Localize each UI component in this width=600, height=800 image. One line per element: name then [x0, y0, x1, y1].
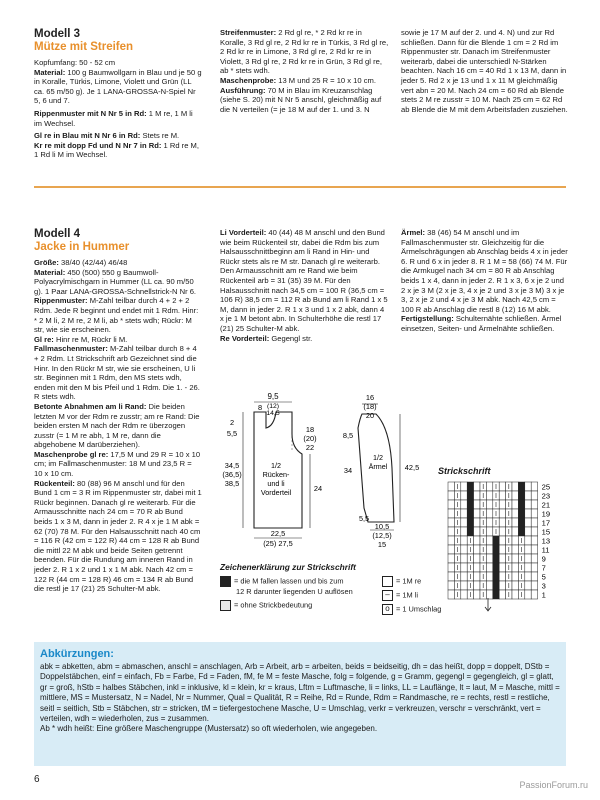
chart-cell [486, 554, 492, 563]
chart-cell [499, 554, 505, 563]
chart-cell [512, 509, 518, 518]
chart-cell [461, 563, 467, 572]
arm-22: 22 [305, 443, 315, 452]
chart-cell [486, 509, 492, 518]
len-1: 34,5 [224, 461, 240, 470]
sl-b2: (12,5) [372, 531, 392, 540]
sl-b3: 15 [377, 540, 387, 549]
chart-cell [499, 590, 505, 599]
chart-cell [525, 581, 531, 590]
chart-cell [448, 500, 454, 509]
chart-cell [486, 563, 492, 572]
chart-cell [486, 500, 492, 509]
model3-maschenprobe-label: Maschenprobe: [220, 75, 277, 85]
chart-cell [486, 482, 492, 491]
len-2: (36,5) [222, 470, 242, 479]
model4-fert-label: Fertigstellung: [401, 314, 454, 324]
chart-cell [518, 500, 524, 509]
section-divider [34, 186, 566, 188]
chart-cell [525, 527, 531, 536]
legend-item2: = ohne Strickbedeutung [234, 600, 313, 610]
sl-top-2: (18) [363, 402, 377, 411]
chart-row-label: 9 [541, 554, 546, 564]
model4-subtitle: Jacke in Hummer [34, 241, 130, 253]
chart-cell [531, 590, 537, 599]
bottom-1: 22,5 [270, 529, 286, 538]
model4-title: Modell 4 [34, 228, 81, 240]
chart-cell [448, 491, 454, 500]
model4-mprobe-text: 17,5 M und 29 R = 10 x 10 cm; im Fallmaschenmuster: 18 M und 23,5 R = 10 x 10 cm. [34, 449, 201, 479]
model3-ausfuehrung-text: 70 M in Blau im Kreuzanschlag (siehe S. 20) mit N Nr 5 anschl, gleichmäßig auf die N verteilen (= je 18 M auf der 1. und 3. N sowie je 17 M auf der 2. und 4. N) und zur Rd schließen. Dann für die Blende 1 cm = 2 Rd im Rippenmuster str. Danach im Streifenmuster weiterarb, dabei die unterschiedl N-Stärken beachten. Nach 16 cm = 40 Rd 1 x 13 M, dann in jeder 5. Rd 2 x je 13 und 1 x 11 M gleichmäßig vert abn = 20 M. Nach 24 cm = 60 Rd ab Blende stets 2 M re zusstr = 10 M. Nach 25 cm = 62 Rd ab Blende die M mit dem Arbeitsfaden zusziehen. [220, 28, 568, 114]
model4-fallm-text: M-Zahl teilbar durch 8 + 4 + 2 Rdm. Lt Strickschrift arb Gezeichnet sind die Hinr. In den Rückr M str, wie sie erscheinen, U li str. Beginnen mit 1 Rdm, den MS stets wdh, enden mit den M bis Pfeil und 1 Rdm. Die 1. - 26. R stets wdh. [34, 344, 200, 402]
model4-glre-label: Gl re: [34, 334, 54, 344]
knit-symbol [382, 576, 393, 587]
chart-cell [499, 500, 505, 509]
chart-cell [512, 527, 518, 536]
chart-cell [448, 590, 454, 599]
chart-row-label: 11 [541, 545, 550, 555]
chart-cell [531, 482, 537, 491]
chart-cell [518, 527, 524, 536]
chart-cell [486, 581, 492, 590]
chart-cell [499, 572, 505, 581]
top-stack-2: 14,5 [266, 410, 280, 417]
chart-cell [474, 545, 480, 554]
chart-cell [486, 590, 492, 599]
chart-row-label: 23 [541, 491, 551, 501]
page-number: 6 [34, 774, 40, 785]
chart-cell [499, 491, 505, 500]
len-3: 38,5 [224, 479, 240, 488]
chart-cell [461, 545, 467, 554]
chart-row-label: 3 [541, 581, 546, 591]
model3-streifen-text: 2 Rd gl re, * 2 Rd kr re in Koralle, 3 Rd gl re, 2 Rd kr re in Türkis, 3 Rd gl re, 2 Rd kr re in Limone, 3 Rd gl re, 2 Rd kr re in Violett, 3 Rd gl re, 2 Rd kr re in Grün, 3 Rd gl re, ab * stets wdh. [220, 28, 389, 76]
model4-material-label: Material: [34, 267, 66, 277]
chart-cell [461, 491, 467, 500]
top-measure: 9,5 [267, 392, 279, 401]
neck-55: 5,5 [226, 429, 238, 438]
chart-cell [512, 545, 518, 554]
body-label-1: 1/2 [271, 461, 281, 470]
chart-cell [531, 554, 537, 563]
model3-col1 [34, 28, 202, 160]
chart-cell [461, 500, 467, 509]
chart-row-label: 25 [541, 482, 551, 492]
model3-ripp-text: 1 M re, 1 M li im Wechsel. [34, 108, 193, 128]
chart-cell [518, 491, 524, 500]
arm-18: 18 [305, 425, 315, 434]
chart-cell [512, 536, 518, 545]
chart-cell [486, 545, 492, 554]
schematic-diagram [210, 388, 435, 556]
chart-cell [525, 500, 531, 509]
arm-20: (20) [303, 434, 317, 443]
chart-cell [467, 482, 473, 491]
chart-cell [493, 554, 499, 563]
model3-gl-text: Stets re M. [140, 131, 180, 141]
chart-cell [512, 482, 518, 491]
model4-vorder-text: 40 (44) 48 M anschl und den Bund wie beim Rückenteil str, dabei die Rdm bis zum Halsausschnittbeginn am li Rand in Hin- und Rückr stets als re M str. Danach gl re weiterarb. Den Armausschnitt am re Rand wie beim Rückenteil arb = 31 (35) 39 M. Für den Halsausschnitt nach 34,5 cm = 100 R (36,5 cm = 106 R) 38,5 cm = 112 R ab Bund am li Rand 1 x 5 M, dann in jeder 2. R 1 x 3 und 1 x 2 abk, dann 4 x je 1 M betont abn. In Schulterhöhe die restl 17 (21) 25 Schulter-M abk. [220, 228, 388, 333]
model4-ruecken-label: Rückenteil: [34, 478, 75, 488]
sl-55: 5,5 [359, 514, 369, 523]
chart-cell [467, 500, 473, 509]
chart-cell [467, 518, 473, 527]
chart-cell [474, 500, 480, 509]
chart-row-label: 15 [541, 527, 551, 537]
chart-cell [531, 500, 537, 509]
legend-title: Zeichenerklärung zur Strickschrift [220, 562, 356, 572]
drop-stitch-symbol [220, 576, 231, 587]
legend-item4: = 1M li [396, 590, 418, 600]
bottom-2: (25) 27,5 [263, 539, 293, 548]
chart-cell [525, 536, 531, 545]
model4-ripp-text: M-Zahl teilbar durch 4 + 2 + 2 Rdm. Jede R beginnt und endet mit 1 Rdm. Hinr: * 2 M li, 2 M re, 2 M li, ab * stets wdh; Rückr: M str, wie sie erscheinen. [34, 296, 199, 335]
legend-item1-a: = die M fallen lassen und bis zum [234, 576, 344, 586]
chart-cell [525, 482, 531, 491]
model4-glre-text: Hinr re M, Rückr li M. [53, 334, 128, 344]
chart-cell [461, 572, 467, 581]
chart-cell [499, 581, 505, 590]
chart-cell [474, 518, 480, 527]
legend-item3: = 1M re [396, 576, 422, 586]
legend-item-none [220, 600, 380, 611]
chart-cell [499, 527, 505, 536]
model4-groesse-text: 38/40 (42/44) 46/48 [58, 258, 128, 267]
chart-cell [474, 563, 480, 572]
chart-row-label: 19 [541, 509, 551, 519]
chart-cell [486, 518, 492, 527]
chart-cell [461, 527, 467, 536]
chart-cell [525, 554, 531, 563]
chart-cell [461, 536, 467, 545]
chart-cell [474, 482, 480, 491]
model4-betonte-label: Betonte Abnahmen am li Rand: [34, 401, 147, 411]
chart-cell [474, 491, 480, 500]
chart-cell [448, 545, 454, 554]
chart-cell [493, 572, 499, 581]
chart-cell [448, 554, 454, 563]
sl-b1: 10,5 [374, 522, 390, 531]
chart-cell [493, 581, 499, 590]
chart-cell [525, 491, 531, 500]
chart-cell [512, 563, 518, 572]
model3-kr-label: Kr re mit dopp Fd und N Nr 7 in Rd: [34, 140, 162, 150]
legend-left [220, 576, 380, 611]
chart-cell [474, 527, 480, 536]
chart-cell [448, 536, 454, 545]
chart-cell [525, 563, 531, 572]
model3-ausfuehrung-label: Ausführung: [220, 85, 266, 95]
abbreviations-box [34, 642, 566, 766]
legend-item5: = 1 Umschlag [396, 604, 442, 614]
chart-row-labels [542, 483, 550, 600]
chart-cell [461, 509, 467, 518]
chart-cell [474, 572, 480, 581]
model4-betonte-text: Die beiden letzten M vor der Rdm re zusstr; am re Rand: Die beiden ersten M nach der Rdm re überzogen zusstr (= 1 M re abh, 1 M re, dann die abgehobene M darüberziehen). [34, 401, 200, 450]
side-24: 24 [313, 484, 323, 493]
model3-gl-label: Gl re in Blau mit N Nr 6 in Rd: [34, 131, 141, 141]
model3-maschenprobe-text: 13 M und 25 R = 10 x 10 cm. [276, 75, 376, 85]
legend-item-drop [220, 576, 380, 587]
model3-subtitle: Mütze mit Streifen [34, 41, 134, 53]
chart-cell [518, 509, 524, 518]
model4-fallm-label: Fallmaschenmuster: [34, 344, 108, 354]
top-left: 8 [257, 403, 263, 412]
chart-cell [448, 581, 454, 590]
chart-row-label: 1 [541, 590, 546, 600]
sl-top-3: 20 [365, 411, 375, 420]
chart-cell [461, 482, 467, 491]
sl-34: 34 [343, 466, 353, 475]
model3-title: Modell 3 [34, 28, 81, 40]
neck-2: 2 [229, 418, 235, 427]
sl-425: 42,5 [404, 463, 420, 472]
chart-cell [525, 518, 531, 527]
abk-text: abk = abketten, abm = abmaschen, anschl = anschlagen, Arb = Arbeit, arb = arbeiten, beids = beidseitig, dh = das heißt, dopp = doppelt, DStb = Doppelstäbchen, einf = einfach, Fb = Farbe, Fd = Faden, fM, fe M = feste Masche, folg = folgende, g = Gramm, gegengl = gegengleich, gl = glatt, gr = groß, hStb = halbes Stäbchen, inkl = inklusive, kl = klein, kr = kraus, Lftm = Luftmasche, li = links, LL = Lauflänge, lt = laut, M = Masche, mittl = mittlere, MS = Mustersatz, N = Nadel, Nr = Nummer, Qual = Qualität, R = Reihe, Rd = Runde, Rdm = Randmasche, re = rechts, restl = restliche, seitl = seitlich, Stb = Stäbchen, str = stricken, tM = tiefergestochene Masche, U = Umschlag, verkr = verkreuzen, verschr = verschränkt, vert = verteilen, wdh = wiederholen, zus = zusammen. [40, 662, 560, 724]
strickschrift-chart [438, 478, 568, 618]
chart-cell [512, 572, 518, 581]
chart-cell [467, 491, 473, 500]
chart-cell [486, 572, 492, 581]
chart-row-label: 13 [541, 536, 551, 546]
chart-row-label: 7 [541, 563, 546, 573]
chart-cell [461, 581, 467, 590]
chart-cell [474, 554, 480, 563]
chart-cell [486, 527, 492, 536]
chart-cell [531, 527, 537, 536]
chart-cell [518, 518, 524, 527]
model4-col1 [34, 228, 202, 594]
chart-cell [461, 518, 467, 527]
model4-fert-text: Schulternähte schließen. Ärmel einsetzen, Seiten- und Ärmelnähte schließen. [401, 314, 562, 333]
model3-kr-text: 1 Rd re M, 1 Rd li M im Wechsel. [34, 140, 199, 160]
chart-cell [512, 590, 518, 599]
chart-cell [493, 563, 499, 572]
chart-cell [499, 518, 505, 527]
model4-re-vorder-text: Gegengl str. [269, 333, 313, 343]
chart-cell [525, 572, 531, 581]
chart-cell [531, 491, 537, 500]
model4-groesse-label: Größe: [34, 258, 59, 267]
chart-cell [474, 581, 480, 590]
body-label-4: Vorderteil [260, 488, 292, 497]
chart-cell [525, 545, 531, 554]
sleeve-label-2: Ärmel [368, 462, 388, 471]
chart-cell [525, 590, 531, 599]
abk-note: Ab * wdh heißt: Eine größere Maschengruppe (Mustersatz) so oft wiederholen, wie angegeben. [40, 724, 378, 734]
chart-cell [512, 500, 518, 509]
top-stack-1: (12) [266, 403, 280, 410]
model3-kopfumfang: Kopfumfang: 50 - 52 cm [34, 58, 116, 67]
sleeve-label-1: 1/2 [373, 453, 383, 462]
model4-aermel-text: 38 (46) 54 M anschl und im Fallmaschenmuster str. Gleichzeitig für die Ärmelschrägungen ab Anschlag beids 4 x in jeder 6. R und 6 x in jeder 8. R 1 M = 58 (66) 74 M. Für die Armkugel nach 34 cm = 80 R ab Anschlag beids 1 x 4, dann in jeder 2. R 1 x 3, 6 x je 2 und 2 x je 3 M (2 x je 3, 4 x je 2 und 3 x je 3 M) 3 x je 3, 2 x je 2 und 4 x je 3 M abk. Nach 42,5 cm = 100 R ab Anschlag die restl 8 (12) 16 M abk. [401, 228, 568, 314]
chart-cell [448, 518, 454, 527]
chart-cell [531, 536, 537, 545]
model3-material-label: Material: [34, 67, 66, 77]
chart-cell [512, 554, 518, 563]
model4-col23 [220, 228, 570, 380]
chart-cell [467, 527, 473, 536]
chart-cell [499, 563, 505, 572]
chart-cell [525, 509, 531, 518]
chart-cell [474, 509, 480, 518]
chart-cell [448, 572, 454, 581]
chart-cell [499, 536, 505, 545]
chart-cell [512, 518, 518, 527]
model4-ruecken-text: 80 (88) 96 M anschl und für den Bund 1 cm = 3 R im Rippenmuster str, dabei mit 1 Rückr beginnen. Danach gl re weiterarb. Für die Armausschnitte nach 24 cm = 70 R ab Bund beids 1 x 3 M, dann in jeder 2. R 4 x je 1 M abk = 62 (70) 78 M. Für den Halsausschnitt nach 40 cm = 116 R (42 cm = 122 R) 44 cm = 128 R ab Bund die mittl 22 M abk und beide Seiten getrennt beenden. Für die Rundung am inneren Rand in jeder 2. R 1 x 2 und 1 x 1 M abk. Nach 42 cm = 122 R (44 cm = 128 R) 46 cm = 134 R ab Bund die restl je 17 (21) 25 Schulter-M abk. [34, 478, 202, 594]
abk-title: Abkürzungen: [40, 648, 114, 660]
chart-cell [499, 545, 505, 554]
purl-symbol: – [382, 590, 393, 601]
chart-cell [448, 527, 454, 536]
watermark: PassionForum.ru [519, 780, 588, 790]
chart-cell [493, 536, 499, 545]
model3-col23 [220, 28, 570, 178]
chart-row-label: 21 [541, 500, 551, 510]
chart-cell [499, 482, 505, 491]
chart-cell [474, 536, 480, 545]
model4-re-vorder-label: Re Vorderteil: [220, 333, 270, 343]
strickschrift-title: Strickschrift [438, 466, 491, 476]
model3-ripp-label: Rippenmuster mit N Nr 5 in Rd: [34, 108, 147, 118]
no-meaning-symbol [220, 600, 231, 611]
chart-cell [512, 491, 518, 500]
chart-cell [531, 563, 537, 572]
chart-row-label: 17 [541, 518, 551, 528]
sl-85: 8,5 [342, 431, 354, 440]
chart-cell [531, 545, 537, 554]
chart-row-label: 5 [541, 572, 546, 582]
body-label-2: Rücken- [262, 470, 290, 479]
chart-cell [448, 563, 454, 572]
legend-item1-b: 12 R darunter liegenden U auflösen [236, 587, 353, 596]
model3-material-text: 100 g Baumwollgarn in Blau und je 50 g in Koralle, Türkis, Limone, Violett und Grün (LL ca. 65 m/50 g). Je 1 LANA-GROSSA-N-Spiel Nr 5, 6 und 7. [34, 67, 202, 106]
chart-cell [461, 590, 467, 599]
sl-top-1: 16 [365, 393, 375, 402]
chart-cell [486, 536, 492, 545]
chart-cell [448, 509, 454, 518]
chart-cell [518, 482, 524, 491]
model3-streifen-label: Streifenmuster: [220, 28, 277, 37]
yarnover-symbol: o [382, 604, 393, 615]
chart-cell [531, 572, 537, 581]
chart-cell [493, 590, 499, 599]
model4-mprobe-label: Maschenprobe gl re: [34, 449, 109, 459]
body-label-3: und li [267, 479, 285, 488]
chart-cell [499, 509, 505, 518]
model4-aermel-label: Ärmel: [401, 228, 426, 237]
chart-cell [512, 581, 518, 590]
chart-cell [486, 491, 492, 500]
chart-cell [448, 482, 454, 491]
chart-cell [531, 509, 537, 518]
chart-cell [531, 581, 537, 590]
chart-cell [531, 518, 537, 527]
model4-vorder-label: Li Vorderteil: [220, 228, 267, 237]
chart-cell [467, 509, 473, 518]
model4-ripp-label: Rippenmuster: [34, 296, 88, 306]
model4-material-text: 450 (500) 550 g Baumwoll-Polyacrylmischgarn in Hummer (LL ca. 90 m/50 g). 1 Paar LANA-GROSSA-Schnellstrick-N Nr 6. [34, 267, 197, 296]
chart-grid [448, 482, 538, 599]
chart-cell [493, 545, 499, 554]
chart-cell [461, 554, 467, 563]
chart-cell [474, 590, 480, 599]
